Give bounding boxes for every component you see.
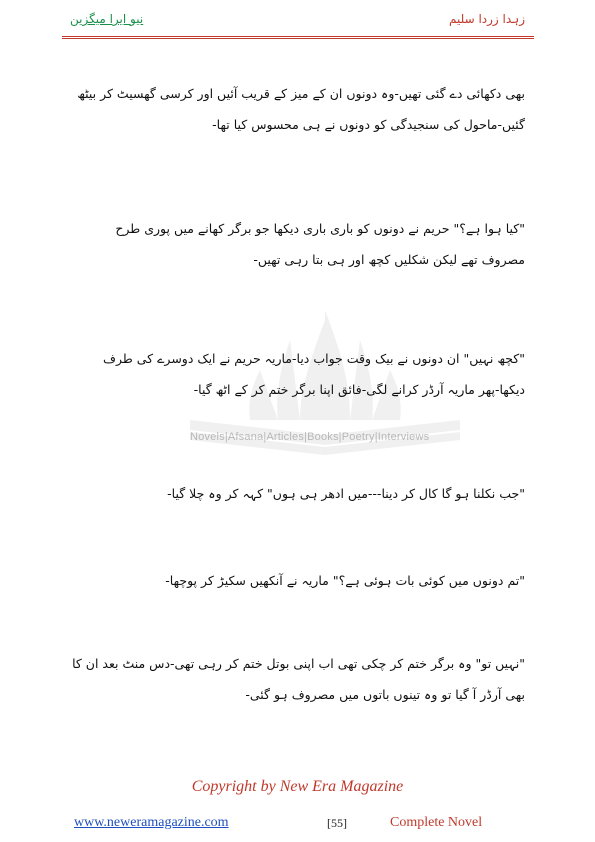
paragraph-6: "نہیں تو" وہ برگر ختم کر چکی تھی اب اپنی بوتل ختم کر رہی تھی-دس منٹ بعد ان کا بھی آرڈر آ گیا تو وہ تینوں باتوں میں مصروف ہو گئی- xyxy=(72,656,525,702)
paragraph-3: "کچھ نہیں" ان دونوں نے بیک وقت جواب دیا-ماریہ حریم نے ایک دوسرے کی طرف دیکھا-پھر ماریہ آرڈر کرانے لگی-فائق اپنا برگر ختم کر کے اٹھ گیا- xyxy=(102,351,525,397)
paragraph-1: بھی دکھائی دے گئی تھیں-وہ دونوں ان کے میز کے قریب آئیں اور کرسی گھسیٹ کر بیٹھ گئیں-ماحول کی سنجیدگی کو دونوں نے ہی محسوس کیا تھا- xyxy=(77,86,525,132)
novel-type-label: Complete Novel xyxy=(390,815,483,830)
author-name: زہدا زردا سلیم xyxy=(449,12,525,26)
website-link[interactable]: www.neweramagazine.com xyxy=(74,815,229,830)
paragraph-4: "جب نکلنا ہو گا کال کر دینا---میں ادھر ہی ہوں" کہہ کر وہ چلا گیا- xyxy=(167,486,525,501)
page-footer xyxy=(0,815,595,835)
header-divider xyxy=(62,36,534,39)
paragraph-5: "تم دونوں میں کوئی بات ہوئی ہے؟" ماریہ نے آنکھیں سکیڑ کر پوچھا- xyxy=(165,573,525,588)
watermark-text: Novels|Afsana|Articles|Books|Poetry|Interviews xyxy=(190,431,430,443)
paragraph-2: "کیا ہوا ہے؟" حریم نے دونوں کو باری باری دیکھا جو برگر کھانے میں پوری طرح مصروف تھے لیکن شکلیں کچھ اور ہی بتا رہی تھیں- xyxy=(115,221,525,267)
page-header xyxy=(70,10,525,32)
page-number: [55] xyxy=(327,816,347,830)
magazine-name[interactable]: نیو ایرا میگزین xyxy=(70,12,144,26)
copyright-notice: Copyright by New Era Magazine xyxy=(191,778,404,795)
